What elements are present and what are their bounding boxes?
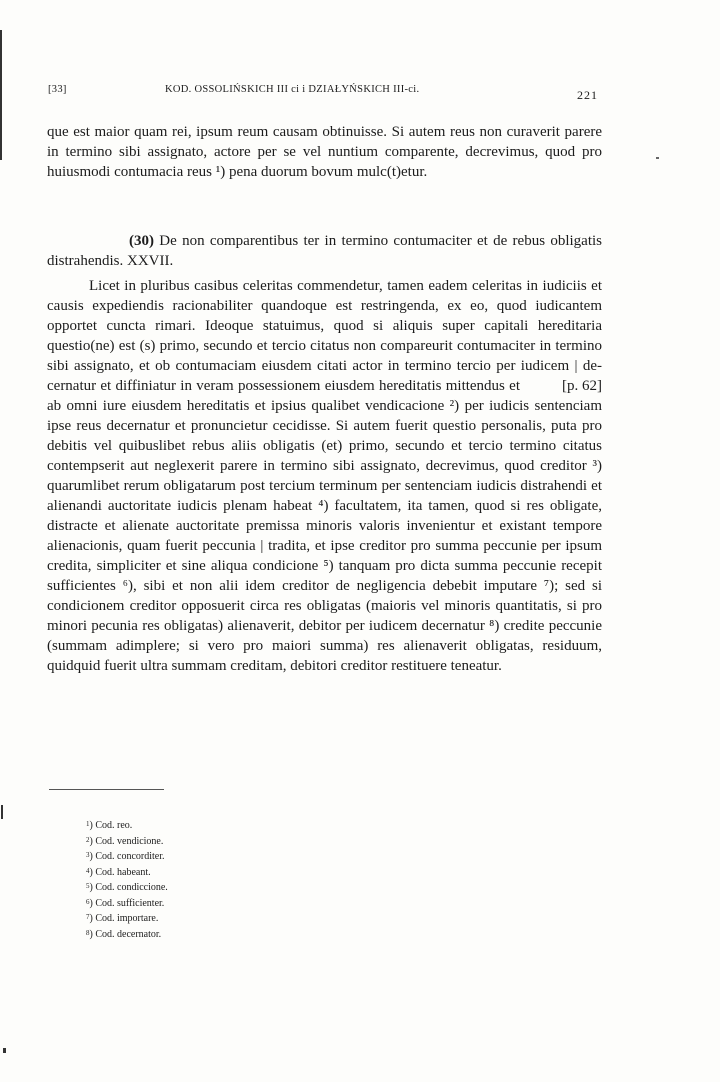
footnote: $^4$) Cod. habeant. — [86, 866, 151, 878]
running-header — [48, 84, 598, 100]
page-number: 221 — [577, 88, 598, 102]
scan-edge-mark — [3, 1048, 6, 1053]
footnote: $^8$) Cod. decernator. — [86, 928, 162, 940]
margin-dot — [656, 157, 659, 159]
paragraph-main — [47, 276, 602, 676]
original-page-marker: [p. 62] — [562, 378, 602, 394]
section-heading — [47, 231, 602, 271]
paragraph-main-part1: Licet in pluribus casibus celeritas commendetur, tamen eadem celeritas in iudiciis et causis expediendis racionabiliter quandoque est restringenda, ex eo, quod iudicantem opportet cuncta rimari. Ideoque statuimus, quod si aliquis super capitali hereditaria questio(ne) est (s) primo, secundo et tercio citatus non compareurit contumaciter in termino sibi assignato, et ob contumaciam eiusdem citati actor in termino tercio per iudicem | de- — [47, 278, 602, 374]
footnotes — [86, 818, 286, 942]
paragraph-main-part2: cernatur et diffiniatur in veram possessionem eiusdem hereditatis mittendus et ab omni iure eiusdem hereditatis et ipsius qualibet vendicacione ²) per iudicis sentenciam ipse reus decernatur et pronuncietur cecidisse. Si autem fuerit questio personalis, puta pro debitis vel quibuslibet rebus aliis obligatis (et) primo, secundo et tercio termino citatus contempserit aut neglexerit parere in termino sibi assignato, decrevimus, quod creditor ³) quarumlibet rerum obligatarum post tercium terminum per sentenciam iudicis distrahendi et alienandi auctoritate iudicis plenam habeat ⁴) facultatem, ita tamen, quod si res obligate, distracte et alienate auctoritate premissa minoris valoris invenientur et existant tempore alienacionis, quam fuerit peccunia | tradita, et ipse creditor pro summa peccunie per ipsum credita, simpliciter et sine aliqua condicione ⁵) tanquam pro dicta summa peccunie recepit sufficientes ⁶), sibi et non alii idem creditor de negligencia debebit imputare ⁷); sed si condicionem creditor opposuerit circa res obligatas (maioris vel minoris quantitatis, si pro minori pecunia res obligatas) alienaverit, debitor per iudicem decernatur ⁸) credite peccunie (summam adimplere; si vero pro maiori summa) res alienaverit obligatas, residuum, quidquid fuerit ultra summam creditam, debitori creditor restituere teneatur. — [47, 378, 602, 674]
footnote: $^6$) Cod. sufficienter. — [86, 897, 165, 909]
scan-edge-mark — [1, 805, 3, 819]
footnote: $^5$) Cod. condiccione. — [86, 882, 168, 893]
footnote: $^3$) Cod. concorditer. — [86, 851, 165, 862]
scan-edge-line — [0, 30, 2, 160]
footnote: $^1$) Cod. reo. — [86, 820, 133, 831]
footnote: $^2$) Cod. vendicione. — [86, 835, 164, 847]
paragraph-continuation: que est maior quam rei, ipsum reum causam obtinuisse. Si autem reus non curaverit parere in termino sibi assignato, actore per se vel nuntium comparente, decrevimus, quod pro huiusmodi contumacia reus ¹) pena duorum bovum mulc(t)etur. — [47, 124, 602, 180]
section-page-ref: [33] — [48, 84, 67, 95]
section-title: De non comparentibus ter in termino contumaciter et de rebus obligatis distrahendis. XXVII. — [47, 233, 602, 269]
footnote-divider — [49, 789, 164, 790]
section-number: (30) — [129, 233, 154, 249]
footnote: $^7$) Cod. importare. — [86, 913, 159, 924]
running-title: KOD. OSSOLIŃSKICH III ci i DZIAŁYŃSKICH III-ci. — [165, 84, 420, 95]
